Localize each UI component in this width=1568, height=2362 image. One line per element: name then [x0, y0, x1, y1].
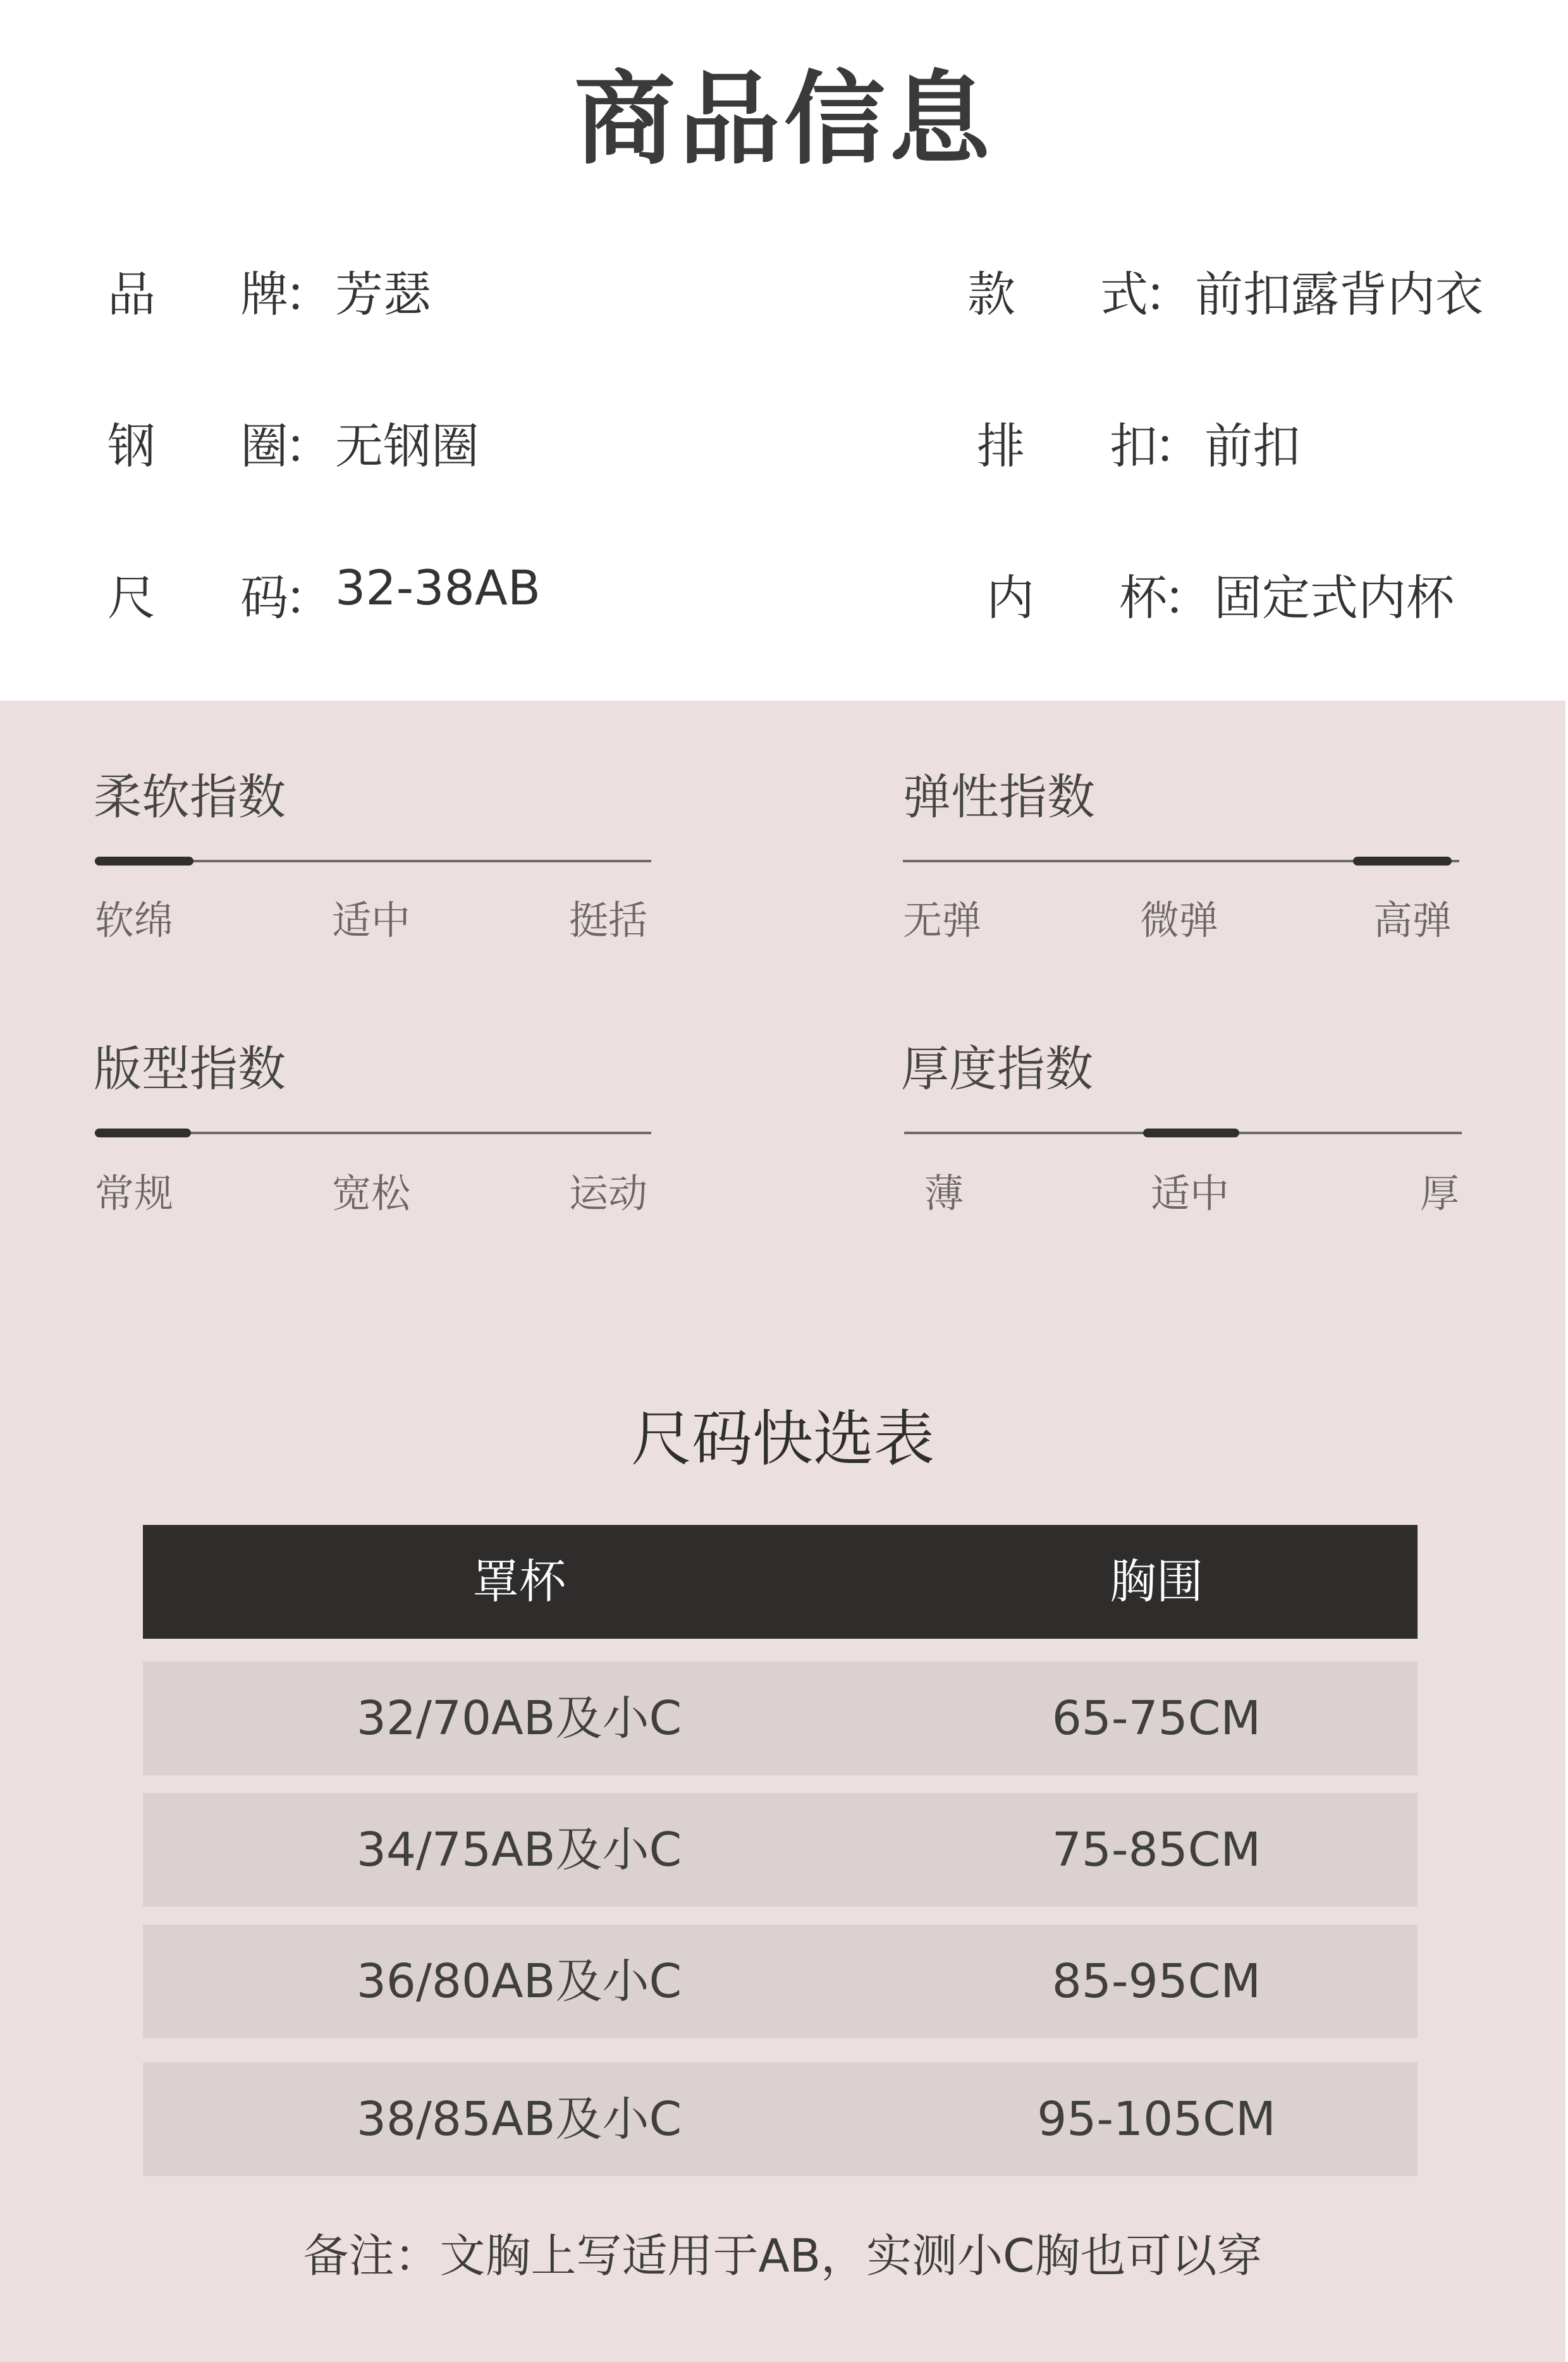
info-key-2: 牌 — [240, 266, 288, 322]
info-key-1: 排 — [977, 418, 1025, 474]
gauge-tick: 微弹 — [1140, 897, 1219, 943]
table-row — [143, 1793, 1418, 1907]
gauge-tick: 软绵 — [95, 897, 174, 943]
gauge-tick: 适中 — [332, 897, 411, 943]
gauge-marker-thickness — [1143, 1129, 1239, 1137]
gauge-tick: 厚 — [1420, 1170, 1460, 1216]
info-key-1: 款 — [967, 266, 1015, 322]
gauge-tick: 适中 — [1151, 1170, 1230, 1216]
header-bust: 胸围 — [1110, 1555, 1203, 1609]
cell-bust: 85-95CM — [1051, 1954, 1261, 2009]
gauge-tick: 运动 — [569, 1170, 648, 1216]
gauge-title-elasticity: 弹性指数 — [903, 769, 1095, 825]
info-value: 芳瑟 — [335, 266, 431, 322]
page-title: 商品信息 — [573, 60, 994, 178]
gauge-tick: 高弹 — [1373, 897, 1452, 943]
cell-bust: 65-75CM — [1051, 1691, 1261, 1746]
table-row — [143, 2062, 1418, 2176]
size-table-title: 尺码快选表 — [631, 1404, 934, 1474]
info-colon: ： — [1144, 266, 1192, 322]
header-cup: 罩杯 — [472, 1555, 566, 1609]
info-value: 固定式内杯 — [1214, 570, 1454, 626]
gauge-tick: 无弹 — [903, 897, 982, 943]
cell-cup: 36/80AB及小C — [356, 1954, 682, 2009]
info-key-2: 码 — [240, 570, 288, 626]
info-key-1: 内 — [986, 570, 1034, 626]
info-colon: ： — [285, 570, 333, 626]
gauge-marker-softness — [95, 857, 193, 866]
gauge-tick: 常规 — [95, 1170, 174, 1216]
cell-cup: 34/75AB及小C — [356, 1823, 682, 1877]
info-key-1: 钢 — [107, 418, 156, 474]
gauge-title-fit: 版型指数 — [94, 1041, 286, 1097]
gauge-title-thickness: 厚度指数 — [901, 1041, 1093, 1097]
table-row — [143, 1661, 1418, 1775]
info-key-2: 扣 — [1110, 418, 1158, 474]
info-colon: ： — [285, 418, 333, 474]
gauge-tick: 宽松 — [332, 1170, 411, 1216]
footnote: 备注：文胸上写适用于AB，实测小C胸也可以穿 — [303, 2229, 1263, 2282]
cell-bust: 75-85CM — [1051, 1823, 1261, 1877]
info-value: 前扣 — [1204, 418, 1301, 474]
info-key-2: 式 — [1100, 266, 1148, 322]
gauge-tick: 薄 — [924, 1170, 964, 1216]
size-table-header — [143, 1525, 1418, 1639]
info-key-2: 圈 — [240, 418, 288, 474]
info-value: 无钢圈 — [335, 418, 479, 474]
gauge-title-softness: 柔软指数 — [94, 769, 286, 825]
info-key-2: 杯 — [1119, 570, 1167, 626]
info-colon: ： — [285, 266, 333, 322]
info-key-1: 尺 — [107, 570, 156, 626]
table-row — [143, 1924, 1418, 2038]
info-key-1: 品 — [107, 266, 156, 322]
info-colon: ： — [1163, 570, 1211, 626]
gauge-marker-elasticity — [1353, 857, 1452, 866]
info-value: 前扣露背内衣 — [1195, 266, 1483, 322]
gauge-marker-fit — [95, 1129, 191, 1137]
gauge-tick: 挺括 — [569, 897, 648, 943]
cell-cup: 32/70AB及小C — [356, 1691, 682, 1746]
info-colon: ： — [1154, 418, 1202, 474]
cell-bust: 95-105CM — [1037, 2092, 1276, 2146]
info-value: 32-38AB — [335, 560, 541, 616]
cell-cup: 38/85AB及小C — [356, 2092, 682, 2146]
